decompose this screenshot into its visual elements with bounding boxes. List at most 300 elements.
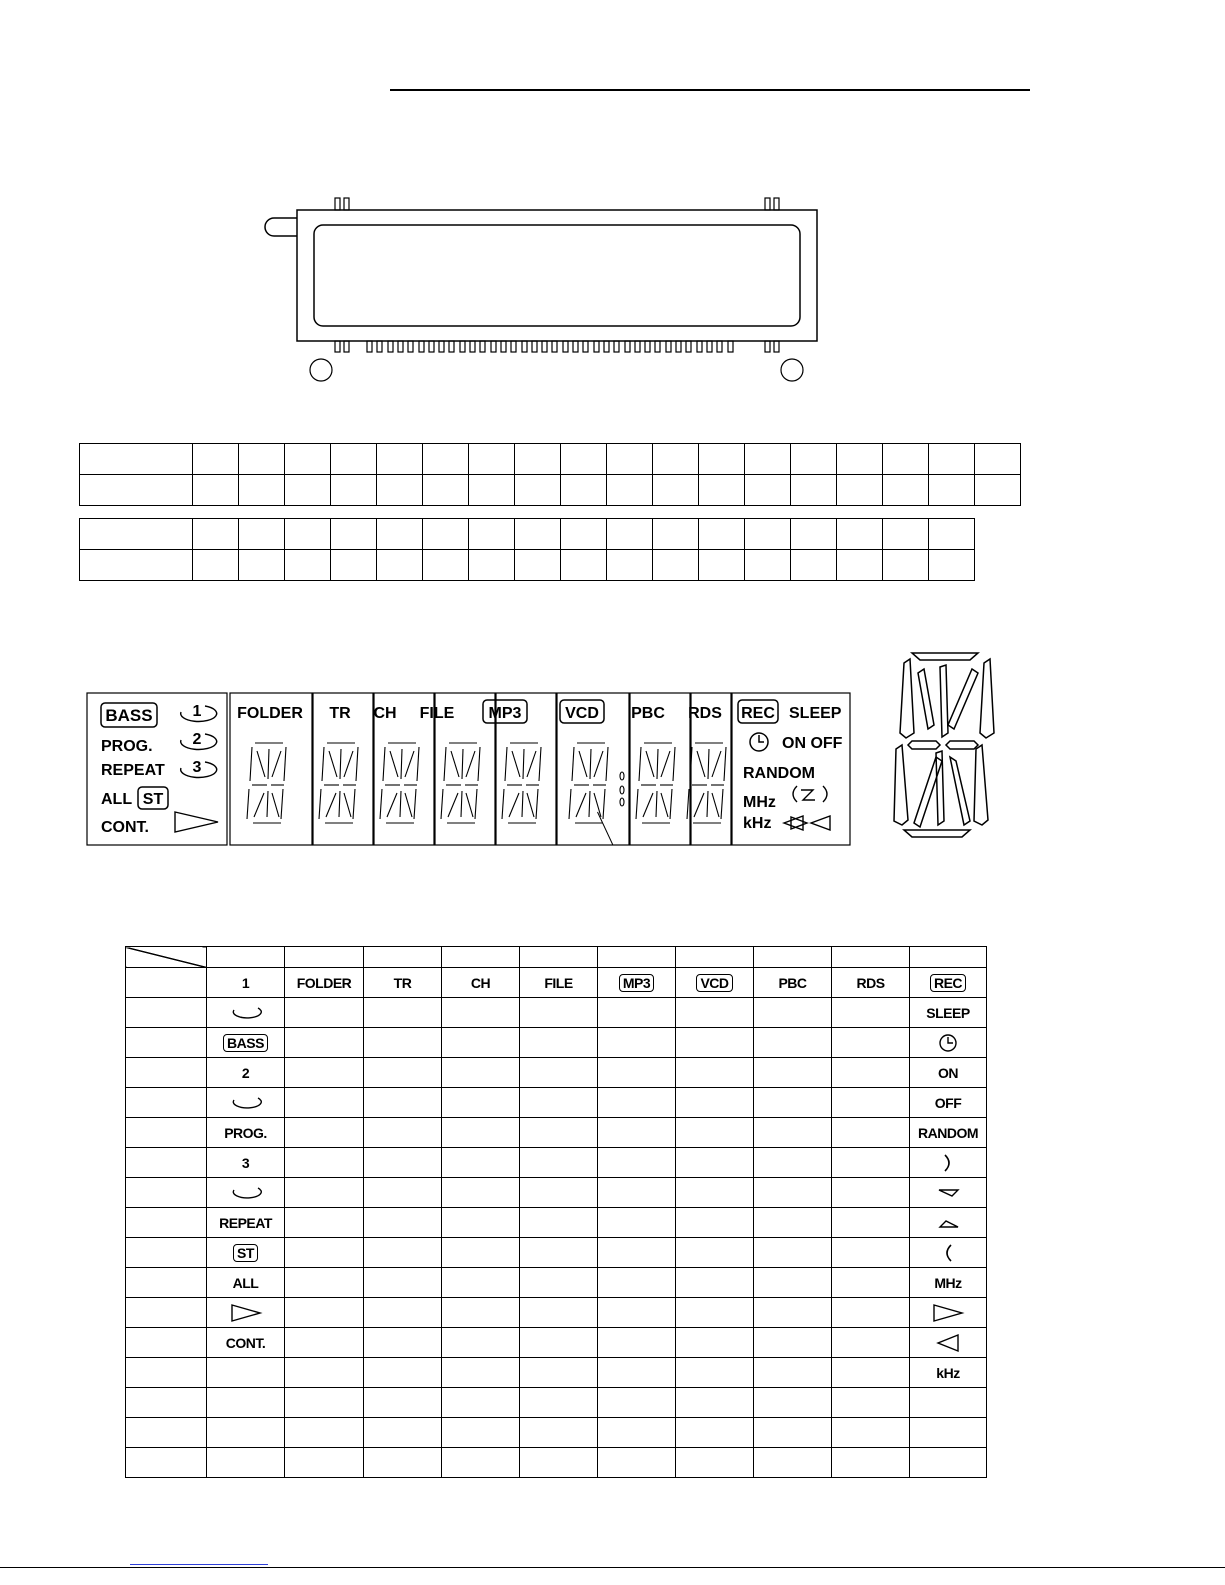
table-row <box>126 1058 987 1088</box>
grid-cell <box>442 1298 520 1328</box>
grid-cell <box>285 1268 364 1298</box>
grid-cell <box>126 1418 207 1448</box>
grid-cell <box>598 1298 676 1328</box>
footer-link-underline <box>130 1564 268 1565</box>
pin-cell <box>285 475 331 506</box>
digit-label: FOLDER <box>237 705 303 722</box>
grid-cell <box>520 998 598 1028</box>
colon-dot <box>620 772 624 780</box>
pin-label-cell <box>80 444 193 475</box>
pin-cell <box>331 550 377 581</box>
digit-label: MP3 <box>488 705 522 722</box>
grid-cell <box>832 1448 910 1478</box>
pin-cell <box>239 444 285 475</box>
pin-cell <box>423 475 469 506</box>
pin-cell <box>699 519 745 550</box>
pin-table-2 <box>79 518 975 581</box>
panel-rec-label: REC <box>741 705 775 722</box>
grid-cell <box>126 1148 207 1178</box>
wedge-up-icon <box>928 1213 968 1229</box>
tuning-icon <box>793 786 827 802</box>
pin-cell <box>239 475 285 506</box>
pin-cell <box>377 475 423 506</box>
pin-label-cell <box>80 475 193 506</box>
grid-cell-label: ST <box>233 1244 258 1262</box>
grid-cell <box>598 1178 676 1208</box>
module-pin <box>686 341 691 352</box>
pin-cell <box>285 550 331 581</box>
grid-cell <box>910 1028 987 1058</box>
grid-cell <box>126 1208 207 1238</box>
left-paren-icon <box>928 1243 968 1259</box>
table-row <box>126 1178 987 1208</box>
table-row <box>126 1208 987 1238</box>
grid-cell <box>364 1088 442 1118</box>
pin-cell <box>331 519 377 550</box>
digit-label: PBC <box>631 705 665 722</box>
grid-cell <box>520 1178 598 1208</box>
grid-cell <box>676 1238 754 1268</box>
module-pin <box>460 341 465 352</box>
grid-cell <box>832 1388 910 1418</box>
grid-cell <box>832 1178 910 1208</box>
module-pin <box>717 341 722 352</box>
grid-cell <box>598 1208 676 1238</box>
module-pin <box>449 341 454 352</box>
grid-cell <box>126 1448 207 1478</box>
grid-cell <box>364 1418 442 1448</box>
module-pin <box>367 341 372 352</box>
module-pin <box>470 341 475 352</box>
grid-cell <box>364 1118 442 1148</box>
pin-cell <box>561 550 607 581</box>
pin-cell <box>699 550 745 581</box>
grid-cell <box>285 1118 364 1148</box>
grid-cell <box>207 1088 285 1118</box>
module-pin <box>563 341 568 352</box>
grid-cell <box>285 1238 364 1268</box>
pin-label-cell <box>80 550 193 581</box>
grid-header-cell <box>126 947 207 968</box>
grid-cell <box>442 1238 520 1268</box>
grid-cell <box>832 1268 910 1298</box>
module-pin <box>728 341 733 352</box>
grid-cell <box>676 1328 754 1358</box>
segment-glyph <box>380 743 419 823</box>
grid-header-cell <box>285 947 364 968</box>
module-pin <box>635 341 640 352</box>
grid-cell-label: RANDOM <box>918 1124 978 1141</box>
grid-cell <box>910 1448 987 1478</box>
grid-cell <box>676 1388 754 1418</box>
module-pin <box>439 341 444 352</box>
grid-cell <box>285 998 364 1028</box>
grid-cell <box>207 998 285 1028</box>
svg-text:3: 3 <box>192 759 202 776</box>
grid-cell <box>207 1058 285 1088</box>
grid-cell <box>598 1148 676 1178</box>
grid-cell <box>676 1028 754 1058</box>
grid-cell <box>285 1298 364 1328</box>
grid-cell <box>442 1058 520 1088</box>
grid-cell <box>910 1268 987 1298</box>
grid-cell <box>285 1328 364 1358</box>
digit-label: CH <box>373 705 397 722</box>
table-row <box>126 998 987 1028</box>
segment-glyph <box>687 743 726 823</box>
module-pin <box>697 341 702 352</box>
digit-label: TR <box>329 705 351 722</box>
grid-cell <box>126 1178 207 1208</box>
repeat-arrow-icon <box>226 1093 266 1109</box>
table-row <box>126 1088 987 1118</box>
pin-cell <box>239 550 285 581</box>
grid-cell <box>207 1268 285 1298</box>
pin-cell <box>377 550 423 581</box>
pin-cell <box>883 444 929 475</box>
grid-cell <box>520 1328 598 1358</box>
pin-cell <box>469 550 515 581</box>
module-pin <box>408 341 413 352</box>
table-row <box>126 1358 987 1388</box>
grid-cell <box>910 1178 987 1208</box>
repeat-arrow-icon <box>226 1003 266 1019</box>
pin-cell <box>929 444 975 475</box>
pin-cell <box>837 550 883 581</box>
pin-cell <box>607 519 653 550</box>
grid-cell <box>126 968 207 998</box>
grid-cell <box>676 998 754 1028</box>
grid-header-cell <box>754 947 832 968</box>
grid-cell-label: ON <box>938 1064 958 1081</box>
grid-cell <box>207 1448 285 1478</box>
grid-cell <box>520 1418 598 1448</box>
table-row <box>126 1238 987 1268</box>
grid-cell <box>442 1418 520 1448</box>
pin-cell <box>791 475 837 506</box>
segment-glyph <box>319 743 358 823</box>
grid-cell-label: BASS <box>223 1034 268 1052</box>
grid-cell <box>364 1358 442 1388</box>
grid-cell <box>364 1058 442 1088</box>
panel-sleep-label: SLEEP <box>789 705 842 722</box>
panel-random-label: RANDOM <box>743 765 815 782</box>
panel-bass-label: BASS <box>105 706 153 725</box>
grid-cell <box>126 1028 207 1058</box>
pin-cell <box>423 519 469 550</box>
grid-cell <box>754 1118 832 1148</box>
grid-cell <box>520 1358 598 1388</box>
grid-cell <box>754 1358 832 1388</box>
grid-cell <box>598 1028 676 1058</box>
grid-cell <box>520 1088 598 1118</box>
grid-cell <box>364 1298 442 1328</box>
grid-cell <box>598 1358 676 1388</box>
segment-glyph <box>636 743 675 823</box>
panel-st-label: ST <box>142 791 164 808</box>
grid-cell <box>207 1148 285 1178</box>
module-pin <box>542 341 547 352</box>
grid-cell-label: MHz <box>934 1274 962 1291</box>
pin-cell <box>285 444 331 475</box>
pin-cell <box>653 519 699 550</box>
grid-cell <box>207 1118 285 1148</box>
grid-header-cell <box>598 947 676 968</box>
grid-cell <box>520 1058 598 1088</box>
grid-cell <box>285 1208 364 1238</box>
digit-label: VCD <box>565 705 599 722</box>
pin-cell <box>377 444 423 475</box>
grid-cell <box>442 1268 520 1298</box>
grid-cell <box>754 1298 832 1328</box>
table-row <box>126 1268 987 1298</box>
pin-cell <box>791 519 837 550</box>
pin-cell <box>745 475 791 506</box>
grid-cell <box>442 968 520 998</box>
pin-cell <box>469 444 515 475</box>
grid-cell <box>676 1358 754 1388</box>
grid-cell <box>832 1358 910 1388</box>
pin-cell <box>653 475 699 506</box>
grid-cell <box>364 998 442 1028</box>
grid-cell <box>754 968 832 998</box>
pin-cell <box>469 519 515 550</box>
grid-cell <box>754 1268 832 1298</box>
grid-cell <box>126 1298 207 1328</box>
grid-cell <box>598 1418 676 1448</box>
segment-glyph <box>247 743 286 823</box>
pin-cell <box>883 550 929 581</box>
grid-cell <box>126 1238 207 1268</box>
pin-cell <box>331 475 377 506</box>
colon-dot <box>620 798 624 806</box>
grid-cell <box>598 968 676 998</box>
grid-header-cell <box>442 947 520 968</box>
panel-prog-label: PROG. <box>101 738 153 755</box>
grid-header-cell <box>832 947 910 968</box>
pin-cell <box>929 519 975 550</box>
pin-cell <box>837 444 883 475</box>
grid-cell <box>598 1328 676 1358</box>
grid-cell <box>676 1418 754 1448</box>
grid-cell <box>754 1088 832 1118</box>
module-pin <box>594 341 599 352</box>
grid-cell <box>442 1088 520 1118</box>
pin-cell <box>837 519 883 550</box>
pin-cell <box>837 475 883 506</box>
grid-cell <box>364 1148 442 1178</box>
pin-cell <box>239 519 285 550</box>
module-pin <box>377 341 382 352</box>
module-pin <box>491 341 496 352</box>
grid-cell <box>832 1088 910 1118</box>
grid-cell <box>754 1208 832 1238</box>
grid-cell <box>285 1148 364 1178</box>
grid-cell <box>285 1058 364 1088</box>
grid-cell <box>442 1358 520 1388</box>
panel-khz-label: kHz <box>743 815 772 832</box>
pin-cell <box>745 550 791 581</box>
pin-cell <box>699 475 745 506</box>
grid-header-cell <box>520 947 598 968</box>
grid-cell <box>910 1148 987 1178</box>
grid-cell <box>285 1178 364 1208</box>
grid-cell <box>207 1328 285 1358</box>
grid-cell <box>364 1208 442 1238</box>
module-pin <box>614 341 619 352</box>
title-underline <box>390 89 1030 91</box>
pin-cell <box>975 475 1021 506</box>
pin-cell <box>193 444 239 475</box>
grid-cell <box>442 1028 520 1058</box>
pin-table-1 <box>79 443 1021 506</box>
grid-cell <box>910 1208 987 1238</box>
grid-cell <box>207 968 285 998</box>
grid-header-cell <box>910 947 987 968</box>
grid-header-cell <box>207 947 285 968</box>
grid-cell <box>754 1028 832 1058</box>
grid-cell <box>442 1448 520 1478</box>
module-pin <box>419 341 424 352</box>
module-pin <box>335 341 340 352</box>
pin-cell <box>791 550 837 581</box>
grid-cell <box>207 1238 285 1268</box>
segment-glyph <box>441 743 480 823</box>
svg-text:1: 1 <box>192 703 202 720</box>
grid-cell <box>442 1208 520 1238</box>
grid-cell <box>910 1358 987 1388</box>
grid-cell <box>285 1028 364 1058</box>
grid-cell <box>910 998 987 1028</box>
pin-cell <box>791 444 837 475</box>
grid-cell <box>442 1328 520 1358</box>
module-pin <box>532 341 537 352</box>
pin-cell <box>653 550 699 581</box>
module-pin <box>511 341 516 352</box>
pin-cell <box>515 550 561 581</box>
table-row <box>126 1328 987 1358</box>
grid-cell <box>126 1088 207 1118</box>
grid-cell <box>754 1328 832 1358</box>
grid-cell <box>832 1298 910 1328</box>
grid-cell <box>754 1238 832 1268</box>
pin-cell <box>883 475 929 506</box>
table-row <box>126 1028 987 1058</box>
grid-cell-label: PROG. <box>224 1124 267 1141</box>
grid-cell-label: FILE <box>544 974 573 991</box>
grid-cell <box>207 1388 285 1418</box>
grid-header-cell <box>676 947 754 968</box>
pin-cell <box>745 519 791 550</box>
pin-cell <box>699 444 745 475</box>
pin-cell <box>653 444 699 475</box>
grid-cell <box>520 1208 598 1238</box>
grid-cell <box>207 1178 285 1208</box>
pin-cell <box>469 475 515 506</box>
grid-cell <box>126 1358 207 1388</box>
grid-cell <box>910 968 987 998</box>
grid-cell <box>520 1028 598 1058</box>
segment-glyph <box>502 743 541 823</box>
panel-repeat-label: REPEAT <box>101 762 165 779</box>
grid-cell <box>207 1358 285 1388</box>
clock-icon <box>928 1033 968 1049</box>
grid-cell <box>832 1208 910 1238</box>
grid-cell <box>598 1268 676 1298</box>
grid-cell <box>832 1238 910 1268</box>
pin-cell <box>515 475 561 506</box>
grid-cell <box>285 1418 364 1448</box>
grid-cell <box>832 1328 910 1358</box>
grid-cell <box>126 1058 207 1088</box>
grid-cell <box>832 998 910 1028</box>
module-pin <box>573 341 578 352</box>
grid-cell <box>520 1298 598 1328</box>
grid-cell <box>910 1088 987 1118</box>
grid-cell <box>364 1448 442 1478</box>
grid-cell <box>910 1058 987 1088</box>
module-pin <box>501 341 506 352</box>
grid-cell <box>676 1148 754 1178</box>
pin-cell <box>975 444 1021 475</box>
pin-label-cell <box>80 519 193 550</box>
grid-cell <box>364 1328 442 1358</box>
lcd-panel <box>85 690 855 860</box>
module-pin <box>676 341 681 352</box>
grid-cell <box>832 1058 910 1088</box>
grid-cell <box>442 1388 520 1418</box>
grid-cell-label: 3 <box>241 1154 250 1171</box>
table-row <box>126 968 987 998</box>
table-row <box>126 1418 987 1448</box>
left-triangle-icon <box>928 1333 968 1349</box>
grid-cell <box>676 1178 754 1208</box>
grid-cell <box>598 1088 676 1118</box>
pin-cell <box>515 444 561 475</box>
module-pin <box>604 341 609 352</box>
grid-cell-label: PBC <box>778 974 807 991</box>
grid-cell <box>754 1418 832 1448</box>
segment-digit-diagram <box>890 645 1010 845</box>
grid-cell-label: CH <box>470 974 491 991</box>
module-pin <box>552 341 557 352</box>
grid-cell <box>285 1448 364 1478</box>
grid-cell-label: TR <box>393 974 412 991</box>
grid-cell <box>676 1448 754 1478</box>
grid-cell <box>598 1118 676 1148</box>
footer-line <box>0 1567 1225 1568</box>
grid-cell <box>520 1388 598 1418</box>
panel-mhz-label: MHz <box>743 794 776 811</box>
pin-cell <box>193 475 239 506</box>
grid-cell <box>754 1148 832 1178</box>
pin-cell <box>607 475 653 506</box>
table-row <box>126 1388 987 1418</box>
pin-cell <box>377 519 423 550</box>
grid-cell <box>754 998 832 1028</box>
module-pin <box>707 341 712 352</box>
grid-cell <box>832 1418 910 1448</box>
grid-cell <box>364 1388 442 1418</box>
module-pin <box>344 341 349 352</box>
grid-cell <box>676 1118 754 1148</box>
grid-cell <box>754 1178 832 1208</box>
pin-cell <box>561 519 607 550</box>
grid-cell <box>832 1118 910 1148</box>
grid-cell <box>754 1448 832 1478</box>
pin-cell <box>561 444 607 475</box>
table-row <box>126 1148 987 1178</box>
